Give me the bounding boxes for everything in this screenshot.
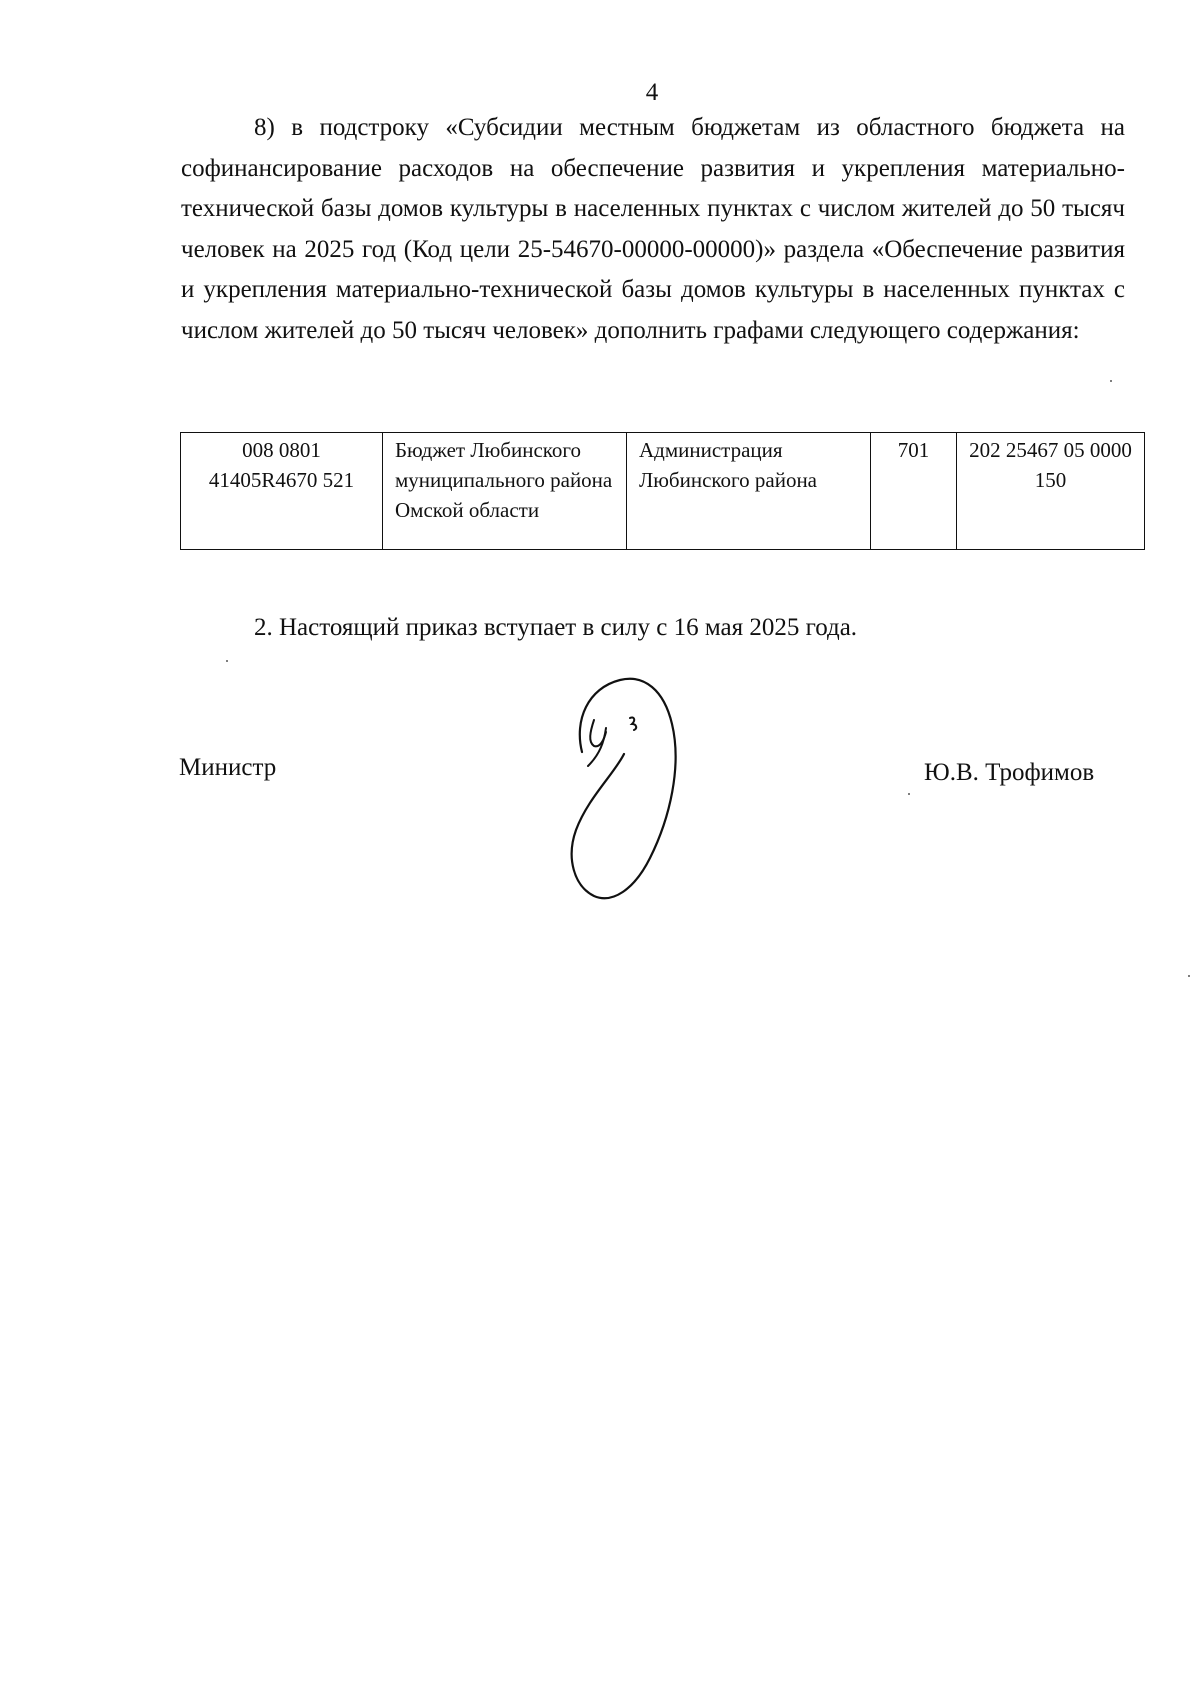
cell-budget-name: Бюджет Любинского муниципального района Омской области [383,433,627,550]
cell-revenue-code: 202 25467 05 0000 150 [957,433,1145,550]
cell-admin-code: 701 [871,433,957,550]
scan-speck [226,660,228,662]
clause-2: 2. Настоящий приказ вступает в силу с 16 мая 2025 года. [254,614,858,641]
handwritten-signature [560,668,710,918]
signer-title: Министр [179,754,277,781]
page-number: 4 [645,79,659,106]
signer-name: Ю.В. Трофимов [924,759,1095,786]
scan-speck [908,793,910,795]
code-table [180,432,1145,550]
cell-administrator: Администрация Любинского района [627,433,871,550]
cell-budget-classification-code: 008 0801 41405R4670 521 [181,433,383,550]
paragraph-8: 8) в подстроку «Субсидии местным бюджетам из областного бюджета на софинансирование расходов на обеспечение развития и укрепления материально-технической базы домов культуры в населенных пунктах с числом жителей до 50 тысяч человек на 2025 год (Код цели 25-54670-00000-00000)» раздела «Обеспечение развития и укрепления материально-технической базы домов культуры в населенных пунктах с числом жителей до 50 тысяч человек» дополнить графами следующего содержания: [181,114,1125,344]
table-row [181,433,1145,550]
scan-speck [1110,380,1112,382]
scan-speck [1188,975,1190,977]
